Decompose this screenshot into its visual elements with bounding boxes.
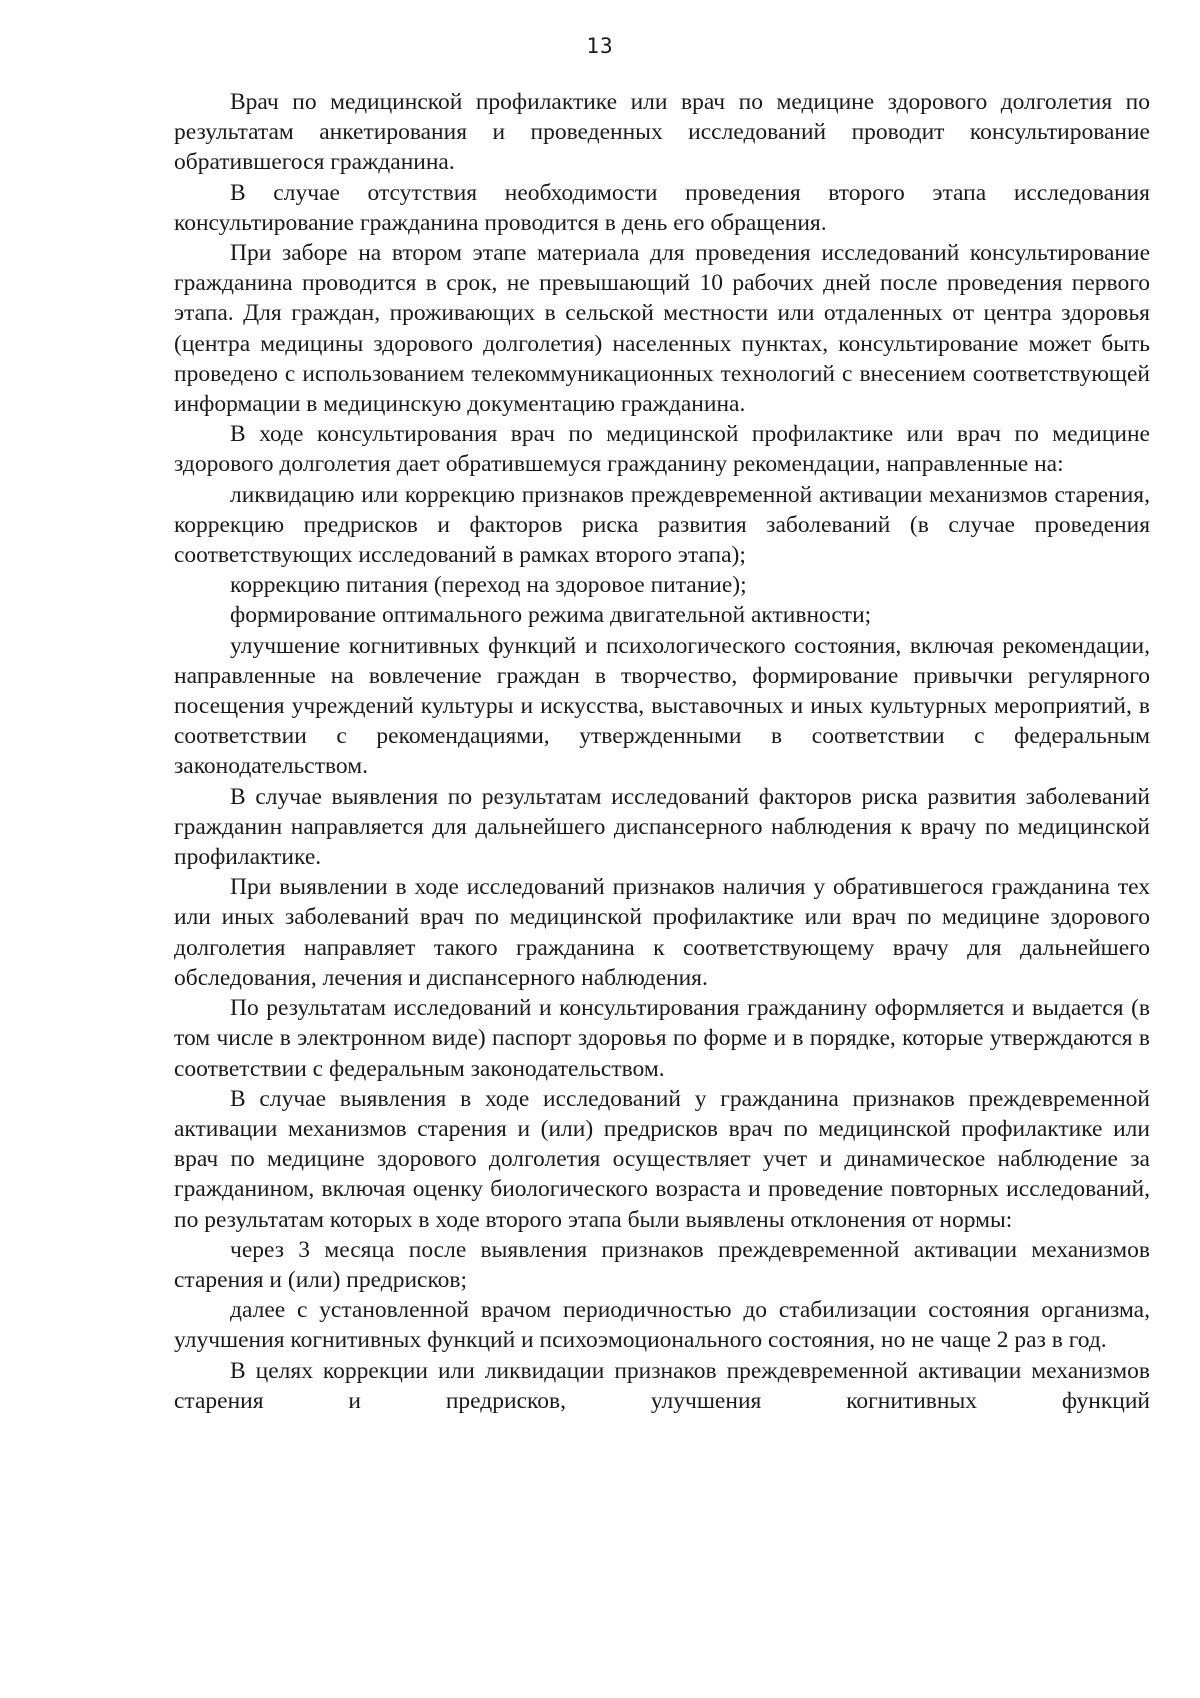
list-item: далее с установленной врачом периодичностью до стабилизации состояния организма, улучшения когнитивных функций и психоэмоционального состояния, но не чаще 2 раз в год. (174, 1297, 1150, 1354)
paragraph: В случае выявления по результатам исследований факторов риска развития заболеваний гражданин направляется для дальнейшего диспансерного наблюдения к врачу по медицинской профилактике. (174, 783, 1150, 871)
paragraph: Врач по медицинской профилактике или врач по медицине здорового долголетия по результатам анкетирования и проведенных исследований проводит консультирование обратившегося гражданина. (174, 89, 1150, 176)
list-item: формирование оптимального режима двигательной активности; (230, 602, 872, 629)
page-number: 13 (586, 34, 614, 58)
list-item: через 3 месяца после выявления признаков преждевременной активации механизмов старения и (или) предрисков; (174, 1236, 1150, 1293)
paragraph: При выявлении в ходе исследований признаков наличия у обратившегося гражданина тех или иных заболеваний врач по медицинской профилактике или врач по медицине здорового долголетия направляет такого гражданина к соответствующему врачу для дальнейшего обследования, лечения и диспансерного наблюдения. (174, 874, 1150, 991)
list-item: ликвидацию или коррекцию признаков преждевременной активации механизмов старения, коррекцию предрисков и факторов риска развития заболеваний (в случае проведения соответствующих исследований в рамках второго этапа); (174, 481, 1150, 569)
paragraph: В случае отсутствия необходимости проведения второго этапа исследования консультирование гражданина проводится в день его обращения. (174, 179, 1150, 236)
paragraph: При заборе на втором этапе материала для проведения исследований консультирование гражданина проводится в срок, не превышающий 10 рабочих дней после проведения первого этапа. Для граждан, проживающих в сельской местности или отдаленных от центра здоровья (центра медицины здорового долголетия) населенных пунктах, консультирование может быть проведено с использованием телекоммуникационных технологий с внесением соответствующей информации в медицинскую документацию гражданина. (174, 240, 1150, 418)
list-item: коррекцию питания (переход на здоровое питание); (230, 572, 747, 599)
paragraph: В случае выявления в ходе исследований у гражданина признаков преждевременной активации механизмов старения и (или) предрисков врач по медицинской профилактике или врач по медицине здорового долголетия осуществляет учет и динамическое наблюдение за гражданином, включая оценку биологического возраста и проведение повторных исследований, по результатам которых в ходе второго этапа были выявлены отклонения от нормы: (174, 1085, 1150, 1233)
document-body (174, 87, 1150, 1416)
paragraph: По результатам исследований и консультирования гражданину оформляется и выдается (в том числе в электронном виде) паспорт здоровья по форме и в порядке, которые утверждаются в соответствии с федеральным законодательством. (174, 995, 1150, 1082)
paragraph: В ходе консультирования врач по медицинской профилактике или врач по медицине здорового долголетия дает обратившемуся гражданину рекомендации, направленные на: (174, 421, 1150, 478)
paragraph: В целях коррекции или ликвидации признаков преждевременной активации механизмов старения и предрисков, улучшения когнитивных функций (174, 1357, 1150, 1414)
list-item: улучшение когнитивных функций и психологического состояния, включая рекомендации, направленные на вовлечение граждан в творчество, формирование привычки регулярного посещения учреждений культуры и искусства, выставочных и иных культурных мероприятий, в соответствии с рекомендациями, утвержденными в соответствии с федеральным законодательством. (174, 632, 1150, 780)
